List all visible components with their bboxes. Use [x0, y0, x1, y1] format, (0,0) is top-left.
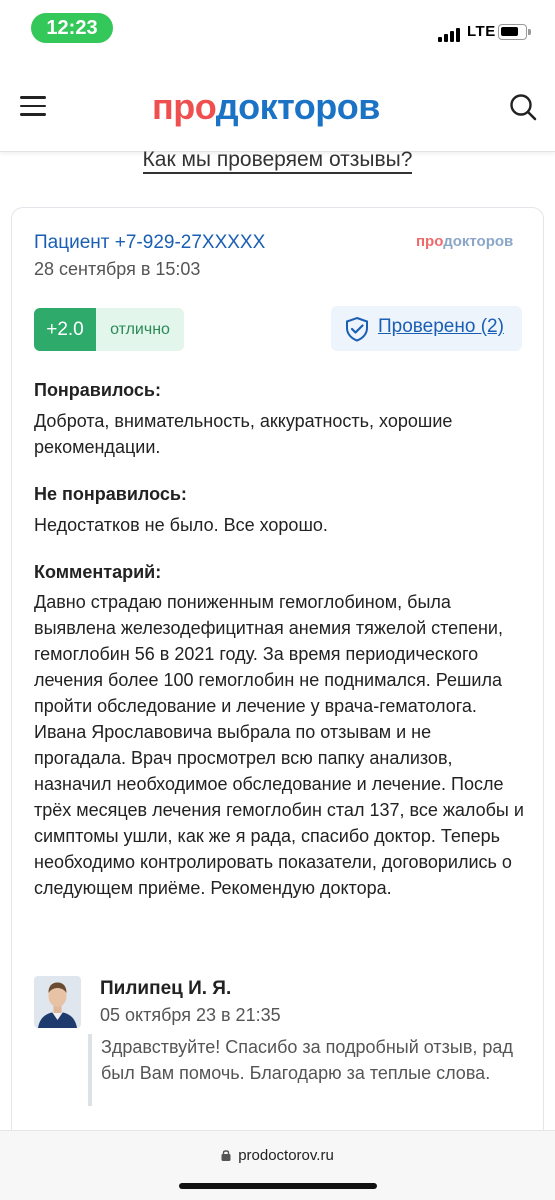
url-text: prodoctorov.ru [238, 1147, 334, 1164]
verified-button[interactable] [331, 306, 522, 351]
home-indicator[interactable] [179, 1183, 377, 1189]
verified-label: Проверено (2) [378, 316, 504, 337]
doctor-photo-icon [34, 976, 81, 1028]
hamburger-menu-icon[interactable] [20, 96, 46, 116]
logo-part-doc: докторов [215, 86, 380, 127]
doctor-name[interactable]: Пилипец И. Я. [100, 978, 232, 999]
doctor-avatar [34, 976, 81, 1028]
url-row [0, 1147, 555, 1164]
review-card [11, 207, 544, 1147]
reply-date: 05 октября 23 в 21:35 [100, 1005, 281, 1025]
network-label: LTE [467, 23, 496, 40]
how-we-verify-reviews-link-wrap [0, 148, 555, 172]
comment-title: Комментарий: [34, 562, 162, 582]
source-logo: продокторов [416, 233, 514, 250]
comment-text: Давно страдаю пониженным гемоглобином, была выявлена железодефицитная анемия тяжелой степени, гемоглобин 56 в 2021 году. За время периодического лечения более 100 гемоглобин не поднимался. Решила пройти обследование и лечение у врача-гематолога. Ивана Ярославовича выбрала по отзывам и не прогадала. Врач просмотрел всю папку анализов, назначил необходимое обследование и лечение. После трёх месяцев лечения гемоглобин стал 137, все жалобы и симптомы ушли, как же я рада, спасибо доктор. Теперь необходимо контролировать показатели, договорились о следующем приёме. Рекомендую доктора. [34, 592, 524, 898]
browser-url-bar[interactable] [0, 1130, 555, 1200]
patient-name: Пациент +7-929-27XXXXX [34, 232, 266, 253]
reply-text: Здравствуйте! Спасибо за подробный отзыв, рад был Вам помочь. Благодарю за теплые слова. [101, 1037, 513, 1083]
lock-icon [221, 1149, 231, 1161]
rating-score: +2.0 [34, 308, 96, 351]
logo-part-pro: про [152, 86, 216, 127]
liked-text: Доброта, внимательность, аккуратность, хорошие рекомендации. [34, 411, 453, 457]
shield-check-icon [344, 316, 370, 342]
search-icon[interactable] [509, 93, 537, 121]
rating-badge [34, 308, 184, 351]
doctor-reply [88, 1034, 526, 1106]
site-header [0, 60, 555, 152]
rating-label: отлично [96, 308, 184, 351]
disliked-text: Недостатков не было. Все хорошо. [34, 515, 328, 535]
review-date: 28 сентября в 15:03 [34, 259, 201, 279]
how-we-verify-reviews-link[interactable]: Как мы проверяем отзывы? [143, 148, 413, 174]
signal-icon [438, 26, 462, 42]
liked-title: Понравилось: [34, 380, 161, 400]
status-time[interactable]: 12:23 [31, 13, 113, 43]
status-bar [0, 0, 555, 60]
battery-icon [498, 24, 527, 40]
disliked-title: Не понравилось: [34, 484, 187, 504]
site-logo[interactable] [152, 86, 380, 128]
